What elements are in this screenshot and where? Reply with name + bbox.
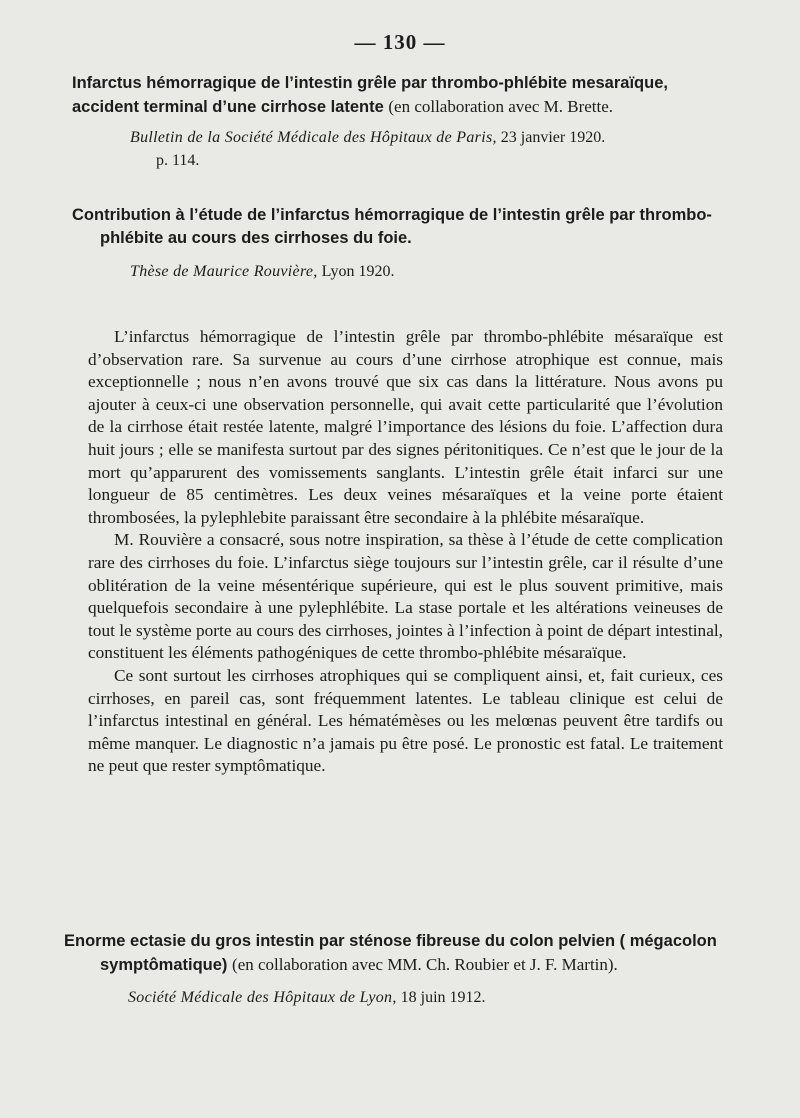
entry-3-source bbox=[128, 986, 708, 1009]
entry-2-title-line2: phlébite au cours des cirrhoses du foie. bbox=[100, 229, 412, 247]
entry-3-title-line1: Enorme ectasie du gros intestin par sténose fibreuse du colon pelvien ( mégacolon bbox=[64, 932, 717, 950]
entry-2-date: Lyon 1920. bbox=[321, 263, 395, 280]
entry-3-date: 18 juin 1912. bbox=[400, 989, 486, 1006]
entry-2-journal: Thèse de Maurice Rouvière, bbox=[130, 263, 318, 280]
entry-1-journal: Bulletin de la Société Médicale des Hôpitaux de Paris, bbox=[130, 129, 497, 146]
entry-3-journal: Société Médicale des Hôpitaux de Lyon, bbox=[128, 989, 397, 1006]
paragraph-3: Ce sont surtout les cirrhoses atrophiques qui se compliquent ainsi, et, fait curieux, ces cirrhoses, en pareil cas, sont fréquemment latentes. Le tableau clinique est celui de l’infarctus intestinal en général. Les hématémèses ou les melœnas peuvent être tardifs ou même manquer. Le diagnostic n’a jamais pu être posé. Le pronostic est fatal. Le traitement ne peut que rester symptômatique. bbox=[88, 665, 723, 776]
entry-2-title-line1: Contribution à l’étude de l’infarctus hémorragique de l’intestin grêle par thrombo- bbox=[72, 206, 712, 224]
entry-1-page: p. 114. bbox=[156, 152, 200, 169]
abstract-body bbox=[88, 326, 723, 778]
entry-2-source bbox=[130, 260, 690, 283]
entry-3-note: (en collaboration avec MM. Ch. Roubier et J. F. Martin). bbox=[232, 955, 618, 974]
entry-1-heading bbox=[72, 72, 732, 119]
entry-1-title: Infarctus hémorragique de l’intestin grêle par thrombo-phlébite mesaraïque, accident terminal d’une cirrhose latente bbox=[72, 74, 668, 116]
paragraph-2: M. Rouvière a consacré, sous notre inspiration, sa thèse à l’étude de cette complication rare des cirrhoses du foie. L’infarctus siège toujours sur l’intestin grêle, car il résulte d’une oblitération de la veine mésentérique supérieure, qui est le plus souvent primitive, mais quelquefois secondaire à une pylephlébite. La stase portale et les altérations veineuses de tout le système porte au cours des cirrhoses, jointes à l’infection à point de départ intestinal, constituent les éléments pathogéniques de cette thrombo-phlébite mésaraïque. bbox=[88, 530, 723, 663]
entry-3-title-line2: symptômatique) bbox=[100, 956, 228, 974]
entry-1-date: 23 janvier 1920. bbox=[500, 129, 606, 146]
entry-3-heading bbox=[64, 930, 744, 977]
entry-2-heading bbox=[72, 204, 732, 250]
entry-1-source bbox=[130, 126, 690, 172]
paragraph-1: L’infarctus hémorragique de l’intestin grêle par thrombo-phlébite mésaraïque est d’observation rare. Sa survenue au cours d’une cirrhose atrophique est connue, mais exceptionnelle ; nous n’en avons trouvé que six cas dans la littérature. Nous avons pu ajouter à ceux-ci une observation personnelle, qui avait cette particularité que l’évolution de la cirrhose était restée latente, malgré l’importance des lésions du foie. L’affection dura huit jours ; elle se manifesta surtout par des signes péritonitiques. Ce n’est que le jour de la mort qu’apparurent des vomissements sanglants. L’intestin grêle était infarci sur une longueur de 85 centimètres. Les deux veines mésaraïques et la veine porte étaient thrombosées, la pylephlebite paraissant être secondaire à la phlébite mésaraïque. bbox=[88, 327, 723, 527]
entry-1-note: (en collaboration avec M. Brette. bbox=[388, 97, 614, 116]
page-number: — 130 — bbox=[354, 30, 446, 54]
